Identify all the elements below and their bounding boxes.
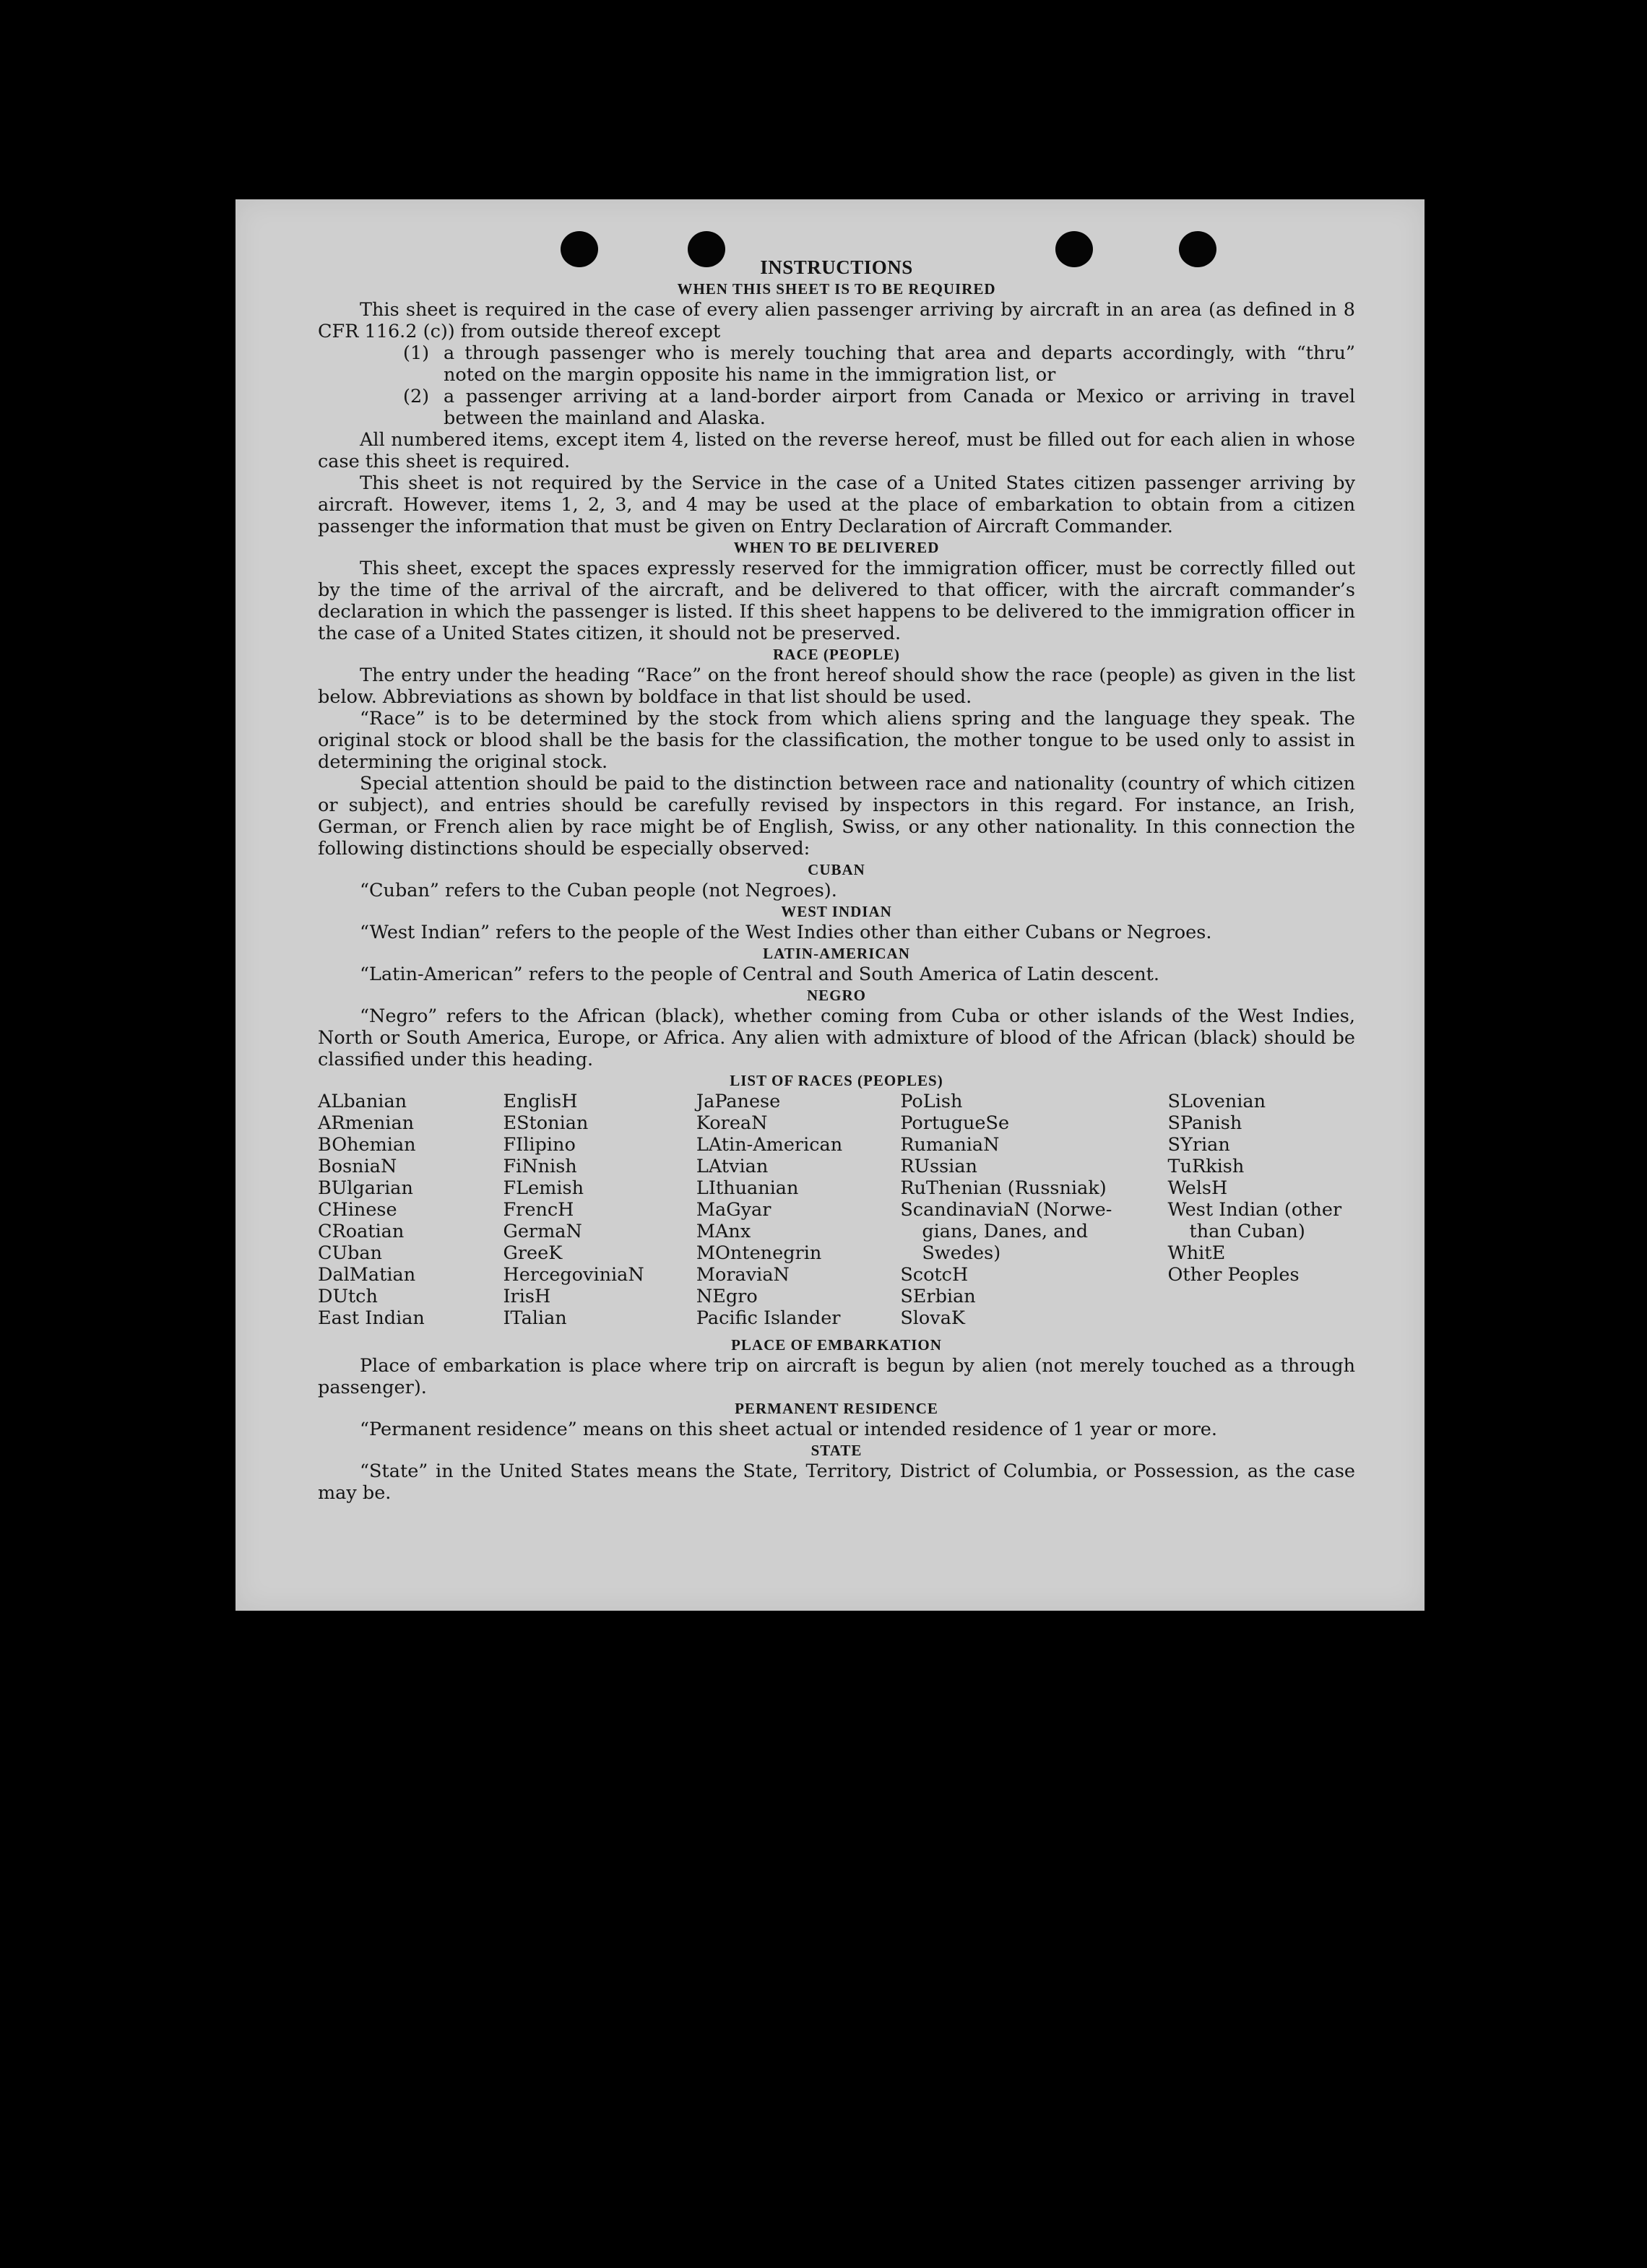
heading-state: STATE <box>810 1442 863 1459</box>
race-entry: ALbanian <box>318 1091 407 1112</box>
race-entry-continued: Swedes) <box>922 1242 1001 1264</box>
race-entry: RuThenian (Russniak) <box>900 1177 1107 1199</box>
races-column-1 <box>318 1091 503 1329</box>
race-entry: ScandinaviaN (Norwe- <box>900 1199 1112 1221</box>
heading-cuban: CUBAN <box>808 861 865 878</box>
instruction-sheet <box>235 199 1425 1611</box>
latin-american-text: “Latin-American” refers to the people of Central and South America of Latin descent. <box>360 964 1160 985</box>
exception-text: a through passenger who is merely touching that area and departs accordingly, with “thru” noted on the margin opposite his name in the immigration list, or <box>444 342 1355 386</box>
race-entry: Other Peoples <box>1167 1264 1300 1286</box>
heading-list-of-races: LIST OF RACES (PEOPLES) <box>730 1072 943 1089</box>
race-entry: ITalian <box>503 1307 567 1329</box>
race-entry: FiNnish <box>503 1156 577 1177</box>
race-paragraph-2: “Race” is to be determined by the stock from which aliens spring and the language they speak. The original stock or blood shall be the basis for the classification, the mother tongue to be used only to assist in determining the original stock. <box>318 708 1355 773</box>
race-entry-continued: than Cuban) <box>1189 1221 1305 1242</box>
race-entry: SPanish <box>1167 1112 1242 1134</box>
race-entry: West Indian (other <box>1167 1199 1342 1221</box>
race-entry: BOhemian <box>318 1134 416 1156</box>
race-entry: CRoatian <box>318 1221 405 1242</box>
race-entry: DalMatian <box>318 1264 416 1286</box>
race-entry: East Indian <box>318 1307 425 1329</box>
heading-west-indian: WEST INDIAN <box>781 903 892 920</box>
race-entry: LAtvian <box>696 1156 769 1177</box>
race-entry: FLemish <box>503 1177 584 1199</box>
race-entry-continued: gians, Danes, and <box>922 1221 1089 1242</box>
west-indian-text: “West Indian” refers to the people of the West Indies other than either Cubans or Negroes. <box>360 922 1212 943</box>
embarkation-text: Place of embarkation is place where trip on aircraft is begun by alien (not merely touched as a through passenger). <box>318 1355 1355 1398</box>
race-entry: BUlgarian <box>318 1177 413 1199</box>
race-entry: KoreaN <box>696 1112 768 1134</box>
race-entry: LAtin-American <box>696 1134 843 1156</box>
numbered-items-paragraph: All numbered items, except item 4, listed on the reverse hereof, must be filled out for each alien in whose case this sheet is required. <box>318 429 1355 472</box>
race-entry: ARmenian <box>318 1112 415 1134</box>
races-column-4 <box>900 1091 1167 1329</box>
punch-hole-1 <box>561 231 598 267</box>
page-title: INSTRUCTIONS <box>760 256 913 278</box>
race-entry: PoLish <box>900 1091 963 1112</box>
race-entry: GreeK <box>503 1242 563 1264</box>
race-paragraph-1: The entry under the heading “Race” on the front hereof should show the race (people) as given in the list below. Abbreviations as shown by boldface in that list should be used. <box>318 665 1355 708</box>
race-entry: SErbian <box>900 1286 976 1307</box>
punch-hole-2 <box>688 231 725 267</box>
cuban-text: “Cuban” refers to the Cuban people (not Negroes). <box>360 880 837 901</box>
race-entry: NEgro <box>696 1286 758 1307</box>
state-text: “State” in the United States means the State, Territory, District of Columbia, or Possession, as the case may be. <box>318 1460 1355 1504</box>
race-entry: EStonian <box>503 1112 589 1134</box>
exception-text: a passenger arriving at a land-border airport from Canada or Mexico or arriving in travel between the mainland and Alaska. <box>444 386 1355 429</box>
race-entry: RUssian <box>900 1156 977 1177</box>
race-entry: MaGyar <box>696 1199 771 1221</box>
race-entry: ScotcH <box>900 1264 969 1286</box>
race-entry: CUban <box>318 1242 382 1264</box>
race-entry: IrisH <box>503 1286 551 1307</box>
race-entry: DUtch <box>318 1286 378 1307</box>
race-entry: TuRkish <box>1167 1156 1245 1177</box>
heading-race: RACE (PEOPLE) <box>773 646 900 663</box>
exception-item <box>403 386 1355 429</box>
heading-permanent-residence: PERMANENT RESIDENCE <box>735 1400 938 1417</box>
race-entry: MoraviaN <box>696 1264 790 1286</box>
race-entry: LIthuanian <box>696 1177 799 1199</box>
heading-latin-american: LATIN-AMERICAN <box>763 945 910 962</box>
race-entry: FIlipino <box>503 1134 576 1156</box>
race-entry: RumaniaN <box>900 1134 1000 1156</box>
race-entry: GermaN <box>503 1221 582 1242</box>
when-delivered-text: This sheet, except the spaces expressly reserved for the immigration officer, must be correctly filled out by the time of the arrival of the aircraft, and be delivered to that officer, with the aircraft commander’s declaration in which the passenger is listed. If this sheet happens to be delivered to the immigration officer in the case of a United States citizen, it should not be preserved. <box>318 558 1355 644</box>
citizen-paragraph: This sheet is not required by the Service in the case of a United States citizen passenger arriving by aircraft. However, items 1, 2, 3, and 4 may be used at the place of embarkation to obtain from a citizen passenger the information that must be given on Entry Declaration of Aircraft Commander. <box>318 472 1355 537</box>
heading-when-required: WHEN THIS SHEET IS TO BE REQUIRED <box>677 280 996 298</box>
exception-item <box>403 342 1355 386</box>
exception-number: (2) <box>403 386 430 407</box>
race-entry: SYrian <box>1167 1134 1230 1156</box>
race-entry: WelsH <box>1167 1177 1228 1199</box>
heading-negro: NEGRO <box>806 987 866 1004</box>
residence-text: “Permanent residence” means on this sheet actual or intended residence of 1 year or more. <box>360 1419 1217 1440</box>
heading-embarkation: PLACE OF EMBARKATION <box>731 1336 942 1354</box>
races-list <box>318 1091 1355 1329</box>
races-column-2 <box>503 1091 696 1329</box>
race-entry: PortugueSe <box>900 1112 1010 1134</box>
races-column-5 <box>1168 1091 1355 1329</box>
race-paragraph-3: Special attention should be paid to the distinction between race and nationality (country of which citizen or subject), and entries should be carefully revised by inspectors in this regard. For instance, an Irish, German, or French alien by race might be of English, Swiss, or any other nationality. In this connection the following distinctions should be especially observed: <box>318 773 1355 860</box>
race-entry: HercegoviniaN <box>503 1264 644 1286</box>
race-entry: WhitE <box>1167 1242 1226 1264</box>
race-entry: MAnx <box>696 1221 751 1242</box>
race-entry: FrencH <box>503 1199 574 1221</box>
races-column-3 <box>696 1091 900 1329</box>
race-entry: JaPanese <box>696 1091 781 1112</box>
race-entry: EnglisH <box>503 1091 578 1112</box>
race-entry: SLovenian <box>1167 1091 1266 1112</box>
punch-hole-3 <box>1055 231 1093 267</box>
race-entry: SlovaK <box>900 1307 965 1329</box>
heading-when-delivered: WHEN TO BE DELIVERED <box>733 539 940 556</box>
race-entry: CHinese <box>318 1199 397 1221</box>
exception-number: (1) <box>403 342 430 364</box>
race-entry: Pacific Islander <box>696 1307 841 1329</box>
race-entry: BosniaN <box>318 1156 397 1177</box>
race-entry: MOntenegrin <box>696 1242 822 1264</box>
negro-text: “Negro” refers to the African (black), whether coming from Cuba or other islands of the West Indies, North or South America, Europe, or Africa. Any alien with admixture of blood of the African (black) should be classified under this heading. <box>318 1005 1355 1070</box>
when-required-intro: This sheet is required in the case of every alien passenger arriving by aircraft in an area (as defined in 8 CFR 116.2 (c)) from outside thereof except <box>318 299 1355 342</box>
punch-hole-4 <box>1179 231 1216 267</box>
